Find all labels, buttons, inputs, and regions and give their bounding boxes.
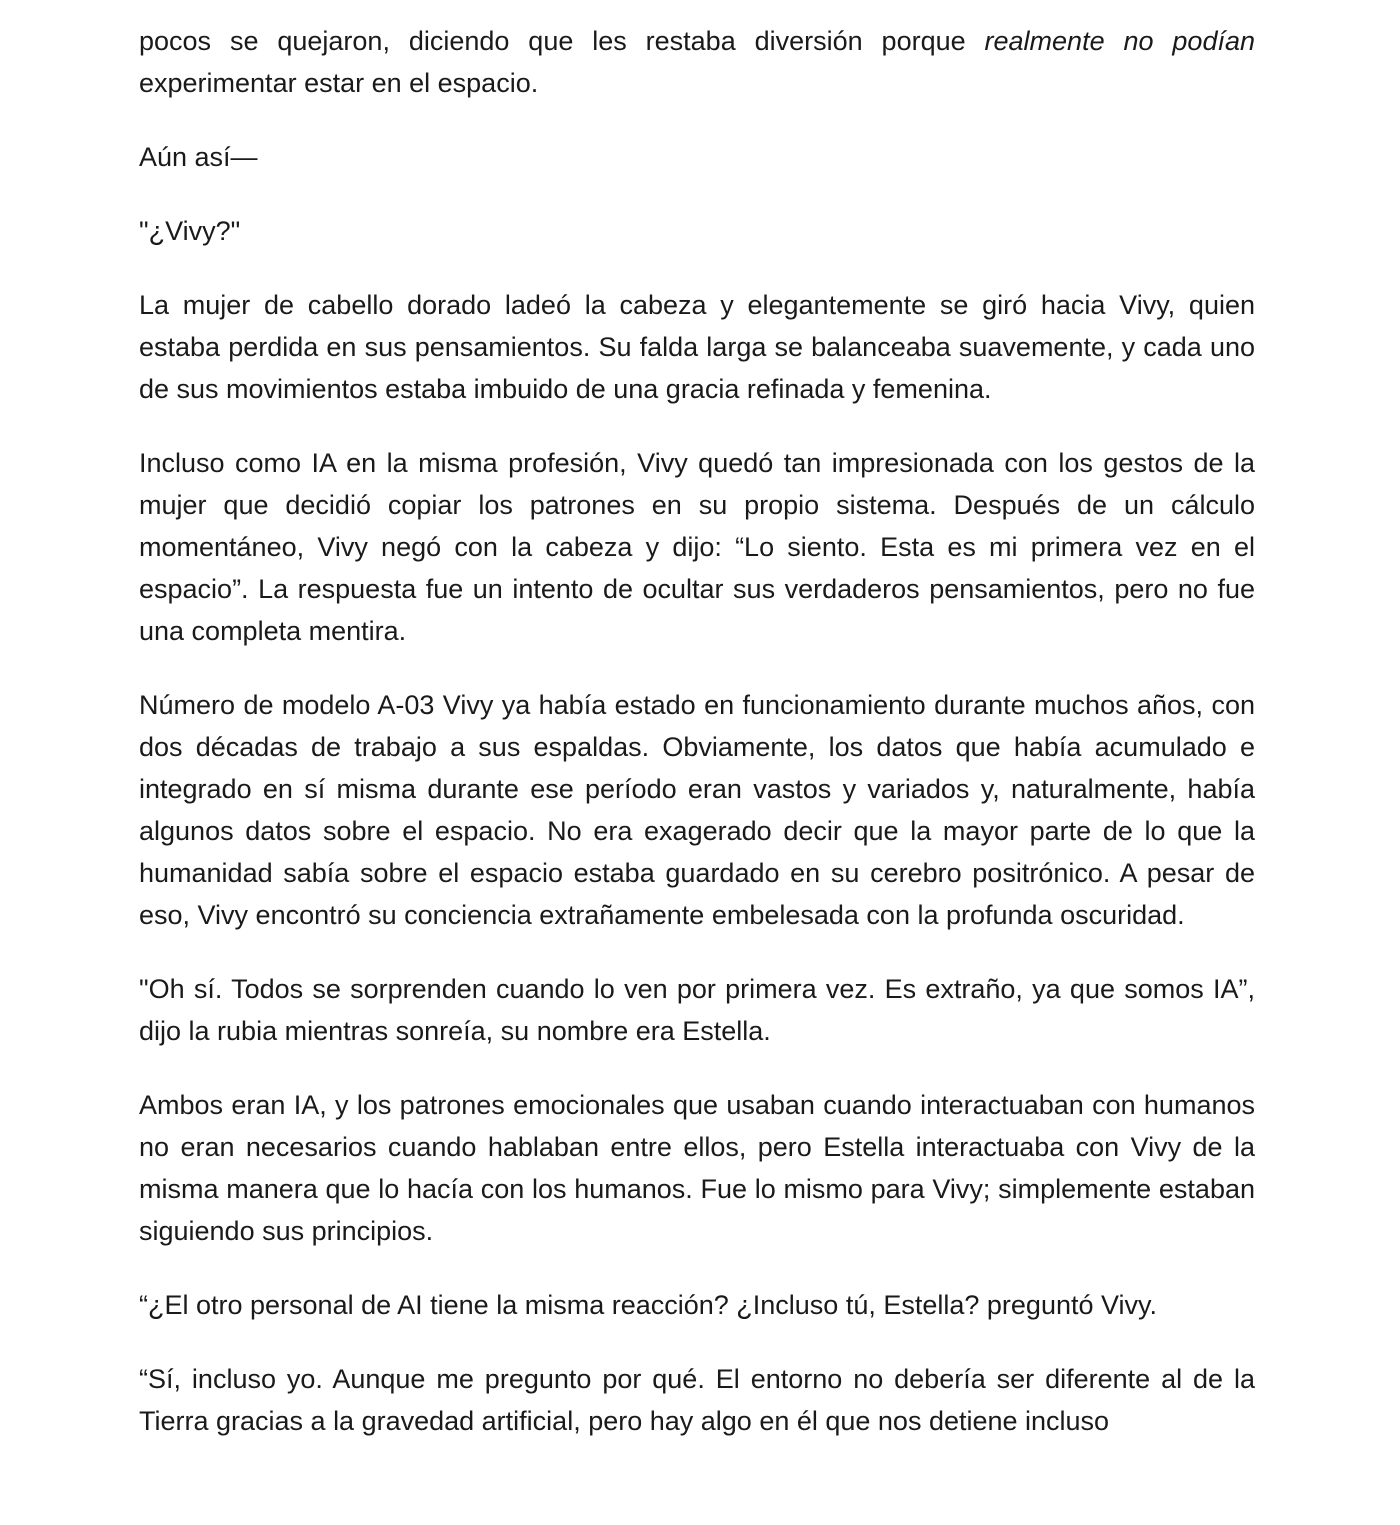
paragraph-9: “¿El otro personal de AI tiene la misma reacción? ¿Incluso tú, Estella? preguntó Vivy. xyxy=(139,1290,1158,1320)
paragraph-1-text-start: pocos se quejaron, diciendo que les restaba diversión porque xyxy=(139,26,985,56)
paragraph-1-text-end: experimentar estar en el espacio. xyxy=(139,68,539,98)
paragraph-2: Aún así— xyxy=(139,142,258,172)
emphasis-text: realmente no podían xyxy=(984,26,1255,56)
paragraph-3: "¿Vivy?" xyxy=(139,216,241,246)
paragraph-4: La mujer de cabello dorado ladeó la cabeza y elegantemente se giró hacia Vivy, quien estaba perdida en sus pensamientos. Su falda larga se balanceaba suavemente, y cada uno de sus movimientos estaba imbuido de una gracia refinada y femenina. xyxy=(139,290,1255,404)
paragraph-6: Número de modelo A-03 Vivy ya había estado en funcionamiento durante muchos años, con dos décadas de trabajo a sus espaldas. Obviamente, los datos que había acumulado e integrado en sí misma durante ese período eran vastos y variados y, naturalmente, había algunos datos sobre el espacio. No era exagerado decir que la mayor parte de lo que la humanidad sabía sobre el espacio estaba guardado en su cerebro positrónico. A pesar de eso, Vivy encontró su conciencia extrañamente embelesada con la profunda oscuridad. xyxy=(139,690,1255,930)
paragraph-5: Incluso como IA en la misma profesión, Vivy quedó tan impresionada con los gestos de la mujer que decidió copiar los patrones en su propio sistema. Después de un cálculo momentáneo, Vivy negó con la cabeza y dijo: “Lo siento. Esta es mi primera vez en el espacio”. La respuesta fue un intento de ocultar sus verdaderos pensamientos, pero no fue una completa mentira. xyxy=(139,448,1255,646)
paragraph-10: “Sí, incluso yo. Aunque me pregunto por qué. El entorno no debería ser diferente al de la Tierra gracias a la gravedad artificial, pero hay algo en él que nos detiene incluso xyxy=(139,1364,1255,1436)
paragraph-8: Ambos eran IA, y los patrones emocionales que usaban cuando interactuaban con humanos no eran necesarios cuando hablaban entre ellos, pero Estella interactuaba con Vivy de la misma manera que lo hacía con los humanos. Fue lo mismo para Vivy; simplemente estaban siguiendo sus principios. xyxy=(139,1090,1255,1246)
paragraph-7: "Oh sí. Todos se sorprenden cuando lo ven por primera vez. Es extraño, ya que somos IA”, dijo la rubia mientras sonreía, su nombre era Estella. xyxy=(139,974,1255,1046)
document-page xyxy=(139,20,1255,1442)
paragraph-1 xyxy=(139,20,1255,104)
